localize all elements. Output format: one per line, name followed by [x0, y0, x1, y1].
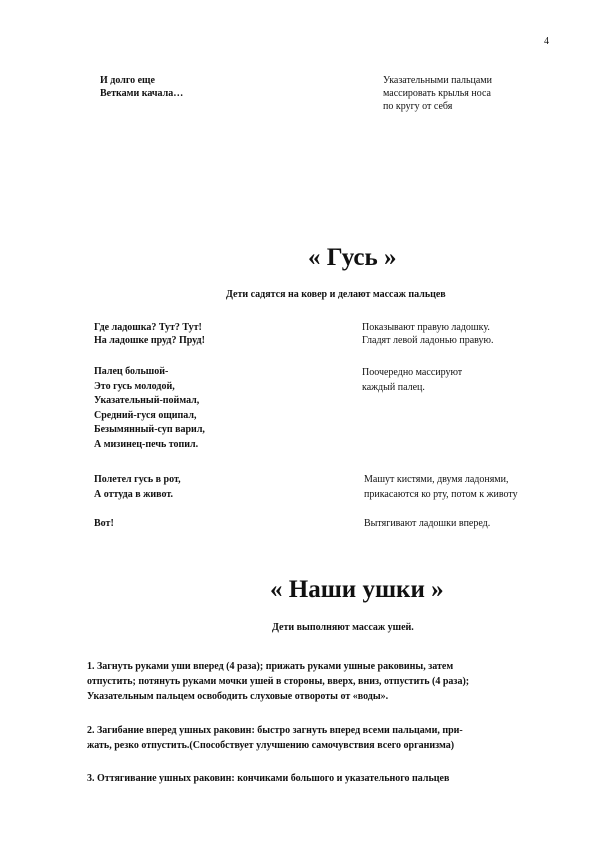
text-line: каждый палец. — [362, 382, 425, 393]
top-right-text — [383, 74, 492, 113]
text-line: массировать крылья носа — [383, 88, 491, 99]
stanza-right — [364, 517, 490, 530]
stanza-right — [364, 472, 518, 502]
exercise-item — [87, 771, 542, 786]
text-line: Полетел гусь в рот, — [94, 474, 181, 485]
top-left-text — [100, 74, 183, 100]
text-line: И долго еще — [100, 75, 155, 86]
text-line: А мизинец-печь топил. — [94, 438, 199, 450]
stanza-left — [94, 472, 181, 502]
stanza-right — [362, 365, 462, 395]
text-line: отпустить; потянуть руками мочки ушей в стороны, вверх, вниз, отпустить (4 раза); — [87, 676, 470, 687]
text-line: Указательным пальцем освободить слуховые отвороты от «воды». — [87, 691, 389, 702]
text-line: Гладят левой ладонью правую. — [362, 335, 494, 346]
stanza-left — [94, 365, 205, 452]
text-line: жать, резко отпустить.(Способствует улучшению самочувствия всего организма) — [87, 740, 455, 751]
text-line: прикасаются ко рту, потом к животу — [364, 489, 518, 500]
text-line: Где ладошка? Тут? Тут! — [94, 322, 202, 333]
ears-subtitle: Дети выполняют массаж ушей. — [272, 622, 414, 633]
text-line: Вот! — [94, 518, 114, 529]
text-line: Поочередно массируют — [362, 367, 463, 378]
goose-subtitle: Дети садятся на ковер и делают массаж пальцев — [226, 289, 446, 300]
text-line: Машут кистями, двумя ладонями, — [364, 474, 509, 485]
text-line: Указательными пальцами — [383, 75, 492, 86]
stanza-right — [362, 321, 494, 347]
exercise-item — [87, 659, 542, 704]
goose-title: « Гусь » — [308, 244, 397, 271]
text-line: Показывают правую ладошку. — [362, 322, 490, 333]
text-line: 1. Загнуть руками уши вперед (4 раза); прижать руками ушные раковины, затем — [87, 661, 454, 672]
text-line: 2. Загибание вперед ушных раковин: быстро загнуть вперед всеми пальцами, при- — [87, 725, 463, 736]
stanza-left — [94, 517, 114, 530]
text-line: Вытягивают ладошки вперед. — [364, 518, 491, 529]
text-line: Это гусь молодой, — [94, 380, 175, 392]
text-line: Палец большой- — [94, 366, 169, 377]
text-line: Указательный-поймал, — [94, 395, 200, 406]
stanza-left — [94, 321, 205, 347]
text-line: А оттуда в живот. — [94, 489, 173, 500]
ears-title: « Наши ушки » — [270, 576, 444, 603]
text-line: Ветками качала… — [100, 88, 184, 99]
exercise-item — [87, 723, 542, 753]
text-line: 3. Оттягивание ушных раковин: кончиками большого и указательного пальцев — [87, 773, 450, 784]
text-line: по кругу от себя — [383, 101, 453, 112]
text-line: Средний-гуся ощипал, — [94, 409, 197, 421]
text-line: Безымянный-суп варил, — [94, 424, 205, 435]
page-number: 4 — [544, 36, 549, 47]
text-line: На ладошке пруд? Пруд! — [94, 335, 205, 346]
